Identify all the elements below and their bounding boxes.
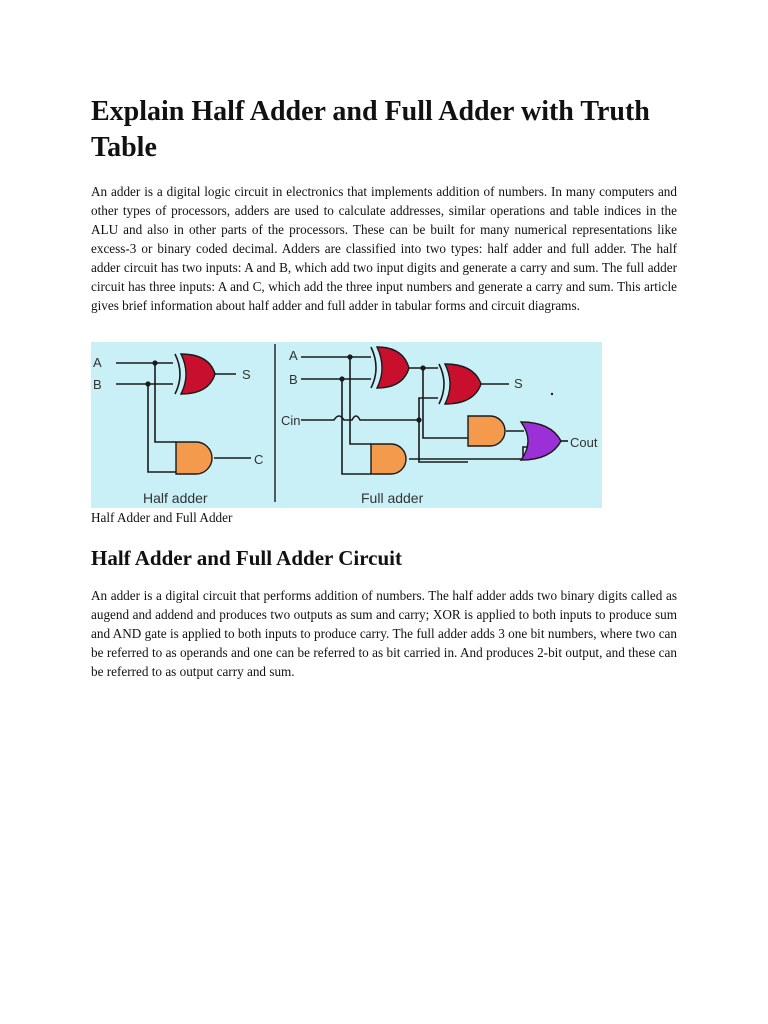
fa-or-gate xyxy=(521,422,561,460)
ha-and-gate xyxy=(176,442,212,474)
fa-xor1-back-curve xyxy=(371,347,376,388)
fa-junction-a xyxy=(347,354,352,359)
fa-caption: Full adder xyxy=(361,490,424,506)
fa-junction-xor1 xyxy=(420,365,425,370)
fa-wire-cin-to-and2 xyxy=(419,420,468,462)
fa-xor2-gate xyxy=(445,364,481,404)
fa-label-cout: Cout xyxy=(570,435,598,450)
ha-xor-gate xyxy=(181,354,215,394)
ha-caption: Half adder xyxy=(143,490,208,506)
section-heading: Half Adder and Full Adder Circuit xyxy=(91,546,402,570)
ha-xor-back-curve xyxy=(175,354,180,394)
fa-wire-and1-to-or xyxy=(409,447,529,459)
section-paragraph: An adder is a digital circuit that performs addition of numbers. The half adder adds two binary digits called as augend and addend and produces two outputs as sum and carry; XOR is applied to both inputs to produce sum and AND gate is applied to both inputs to produce carry. The full adder adds 3 one bit numbers, where two can be referred to as operands and one can be referred to as bit carried in. And produces 2-bit output, and these can be referred to as output carry and sum. xyxy=(91,588,677,679)
ha-wire-a-to-and xyxy=(155,363,176,442)
figure-caption: Half Adder and Full Adder xyxy=(91,510,233,525)
fa-wire-cin xyxy=(301,398,438,420)
fa-label-b: B xyxy=(289,372,298,387)
fa-xor1-gate xyxy=(377,347,409,388)
fa-label-a: A xyxy=(289,348,298,363)
fa-label-s: S xyxy=(514,376,523,391)
ha-wire-b-to-and xyxy=(148,384,176,472)
fa-xor2-back-curve xyxy=(439,364,444,404)
fa-junction-cin xyxy=(416,417,421,422)
figure-stray-dot xyxy=(551,393,553,395)
ha-label-s: S xyxy=(242,367,251,382)
ha-junction-a xyxy=(152,360,157,365)
fa-and2-gate xyxy=(468,416,505,446)
fa-junction-b xyxy=(339,376,344,381)
fa-label-cin: Cin xyxy=(281,413,301,428)
fa-wire-a-to-and xyxy=(350,357,371,444)
ha-junction-b xyxy=(145,381,150,386)
adder-circuit-figure xyxy=(91,342,602,508)
fa-wire-b-to-and xyxy=(342,379,371,474)
ha-label-b: B xyxy=(93,377,102,392)
fa-and1-gate xyxy=(371,444,406,474)
ha-label-a: A xyxy=(93,355,102,370)
intro-paragraph: An adder is a digital logic circuit in electronics that implements addition of numbers. In many computers and other types of processors, adders are used to calculate addresses, similar operations and table indices in the ALU and also in other parts of the processors. These can be built for many numerical representations like excess-3 or binary coded decimal. Adders are classified into two types: half adder and full adder. The half adder circuit has two inputs: A and B, which add two input digits and generate a carry and sum. The full adder circuit has three inputs: A and C, which add the three input numbers and generate a carry and sum. This article gives brief information about half adder and full adder in tabular forms and circuit diagrams. xyxy=(91,184,677,313)
adder-circuit-diagram xyxy=(91,342,602,508)
page-title: Explain Half Adder and Full Adder with Truth Table xyxy=(91,96,650,163)
ha-label-c: C xyxy=(254,452,264,467)
